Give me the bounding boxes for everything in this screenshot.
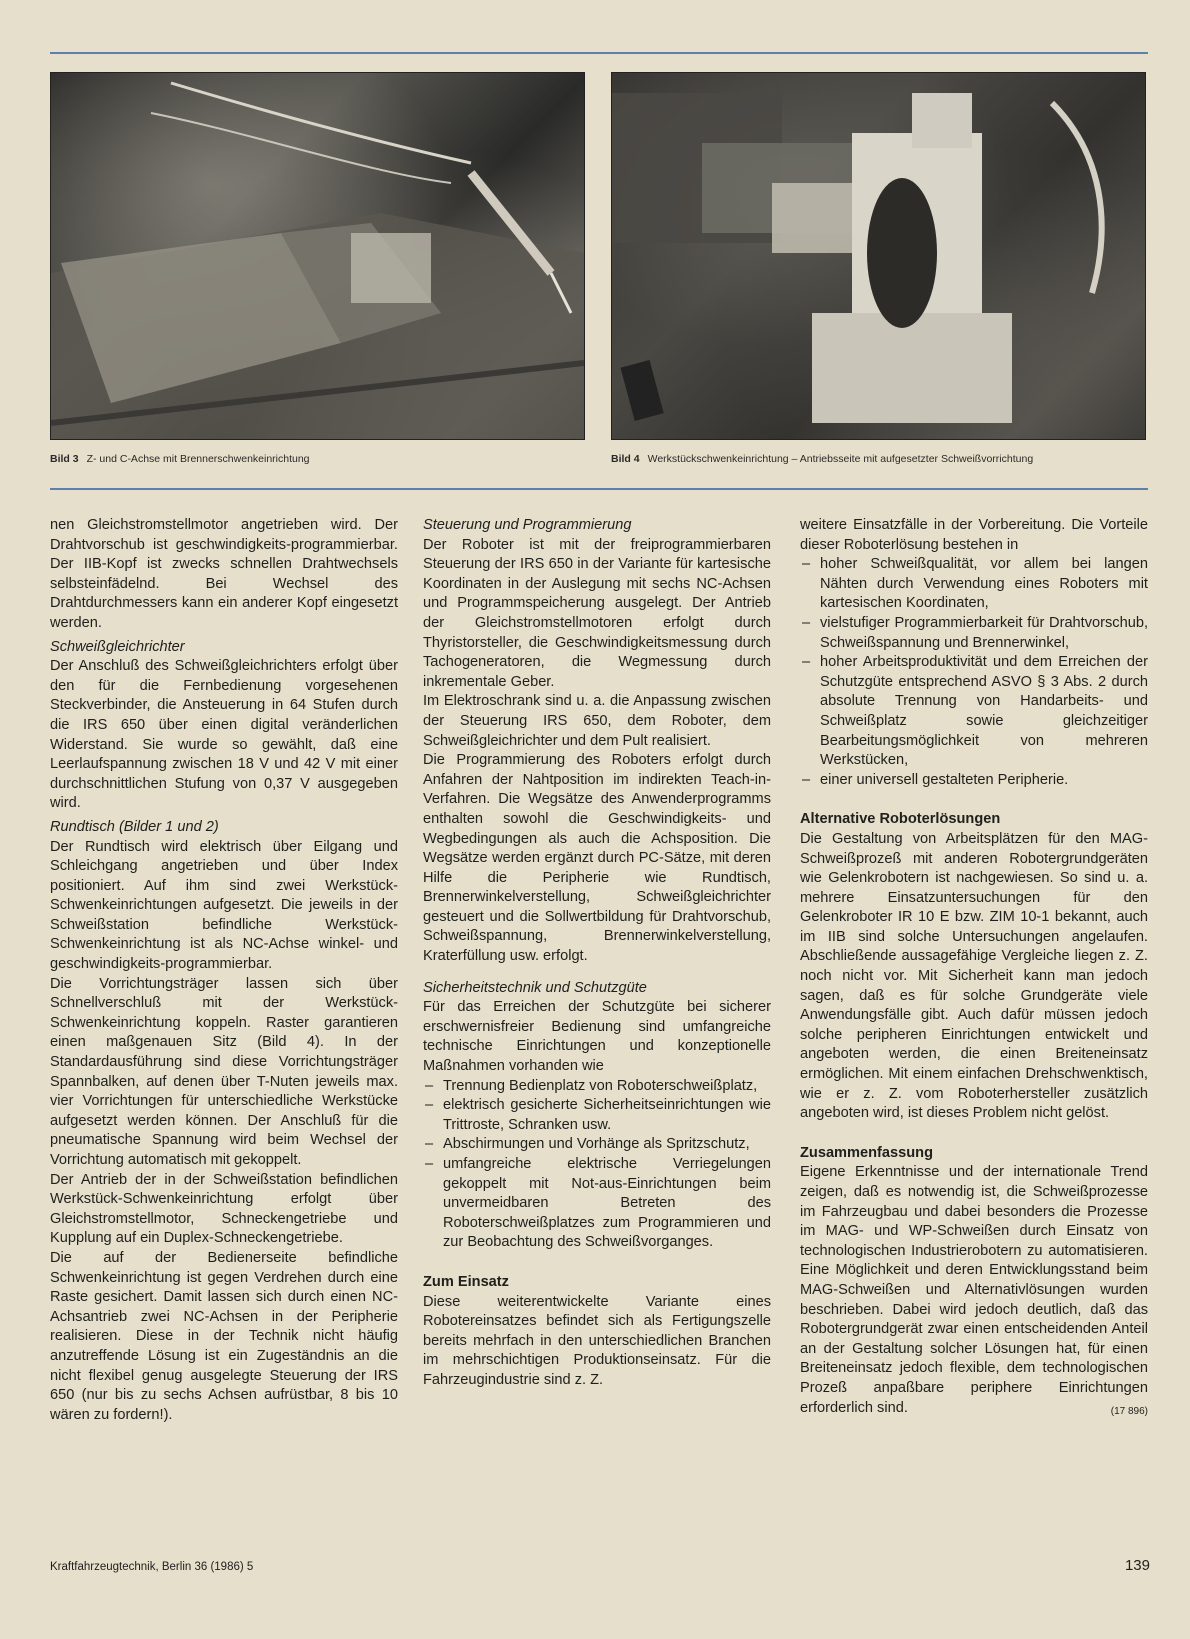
list-item: – hoher Arbeitsproduktivität und dem Erreichen der Schutzgüte entsprechend ASVO § 3 Abs. 2 durch absolute Trennung von Handarbeits- und Schweißplatz sowie gleichzeitiger Bearbeitungsmöglichkeit von mehreren Werkstücken, [800,653,1148,771]
journal-citation: Kraftfahrzeugtechnik, Berlin 36 (1986) 5 [50,1561,254,1573]
paragraph: Der Anschluß des Schweißgleichrichters erfolgt über den für die Fernbedienung vorgesehenen Steckverbinder, die Ansteuerung in 64 Stufen durch die IRS 650 über einen digital veränderlichen Widerstand. Sie wurde so gewählt, daß eine Leerlaufspannung zwischen 18 V und 42 V mit einer durchschnittlichen Stufung von 0,37 V ausgegeben wird. [50,658,398,812]
photo-bild-4 [611,72,1146,440]
photo-bild-3 [50,72,585,440]
page-number: 139 [1124,1557,1150,1574]
list-item: – Abschirmungen und Vorhänge als Spritzschutz, [423,1135,771,1155]
paragraph-text: Eigene Erkenntnisse und der internationale Trend zeigen, daß es notwendig ist, die Schweißprozesse im Fahrzeugbau und dabei besonders die Prozesse im MAG- und WP-Schweißen durch Einsatz von technologischen Industrierobotern zu automatisieren. Eine Möglichkeit und deren Entwicklungsstand beim MAG-Schweißen und Alternativlösungen wurden beschrieben. Dabei wird jedoch deutlich, daß das Robotergrundgerät zwar einen entscheidenden Anteil an der Gestaltung solcher Lösungen hat, für einen Breiteneinsatz jedoch flexible, dem technologischen Prozeß anpaßbare periphere Einrichtungen erforderlich sind. [800,1164,1148,1416]
advantages-list [800,555,1148,790]
paragraph: Der Rundtisch wird elektrisch über Eilgang und Schleichgang angetrieben und über Index positioniert. Auf ihm sind zwei Werkstück-Schwenkeinrichtungen aufgesetzt. Die jeweils in der Schweißstation befindliche Werkstück-Schwenkeinrichtung ist als NC-Achse winkel- und geschwindigkeits-programmierbar. [50,838,398,973]
caption-bild-3-label: Bild 3 [50,453,79,465]
subheading-schweissgleichrichter: Schweißgleichrichter [50,638,185,655]
subheading-sicherheitstechnik: Sicherheitstechnik und Schutzgüte [423,979,647,996]
caption-bild-4-label: Bild 4 [611,453,640,465]
caption-rule [50,488,1148,490]
column-1 [50,516,398,1425]
paragraph: Die Gestaltung von Arbeitsplätzen für den MAG-Schweißprozeß mit anderen Robotergrundgeräten wie Gelenkrobotern ist nachgewiesen. So sind u. a. mehrere Einsatzuntersuchungen für den Gelenkroboter IR 10 E bzw. ZIM 10-1 bekannt, auch im IIB sind solche Untersuchungen angelaufen. Abschließende aussagefähige Vergleiche liegen z. Z. noch nicht vor. Mit Sicherheit kann man jedoch sagen, daß es für solche Grundgeräte viele Anwendungsfälle gibt. Auch dafür müssen jedoch solche peripheren Einrichtungen entwickelt und angeboten werden, die einen Breiteneinsatz ermöglichen. Mit einem einfachen Drehschwenktisch, wie er z. Z. vom Roboterhersteller zusätzlich angeboten wird, ist dieses Problem nicht gelöst. [800,830,1148,1122]
list-item: – einer universell gestalteten Peripherie. [800,771,1148,791]
heading-zum-einsatz: Zum Einsatz [423,1273,509,1290]
photo-bild-4-image [612,73,1145,439]
list-item: – umfangreiche elektrische Verriegelungen gekoppelt mit Not-aus-Einrichtungen beim unvermeidbaren Betreten des Roboterschweißplatzes zum Programmieren und zur Beobachtung des Schweißvorganges. [423,1155,771,1253]
subheading-steuerung: Steuerung und Programmierung [423,517,632,533]
heading-zusammenfassung: Zusammenfassung [800,1144,933,1161]
paragraph [800,1163,1148,1418]
heading-alternative-roboterloesungen: Alternative Roboterlösungen [800,811,1001,828]
list-item: – hoher Schweißqualität, vor allem bei langen Nähten durch Verwendung eines Roboters mit kartesischen Koordinaten, [800,555,1148,614]
column-2 [423,516,771,1391]
caption-bild-3-text: Z- und C-Achse mit Brennerschwenkeinrichtung [86,453,310,465]
paragraph: Der Antrieb der in der Schweißstation befindlichen Werkstück-Schwenkeinrichtung erfolgt über Gleichstromstellmotor, Schneckengetriebe und Kupplung auf ein Duplex-Schneckengetriebe. [50,1171,398,1247]
list-item: – vielstufiger Programmierbarkeit für Drahtvorschub, Schweißspannung und Brennerwinkel, [800,614,1148,653]
top-rule [50,52,1148,54]
paragraph: weitere Einsatzfälle in der Vorbereitung. Die Vorteile dieser Roboterlösung bestehen in [800,517,1148,553]
photo-bild-3-image [51,73,584,439]
paragraph: Im Elektroschrank sind u. a. die Anpassung zwischen der Steuerung IRS 650, dem Roboter, dem Schweißgleichrichter und dem Pult realisiert. [423,693,771,749]
list-item: – elektrisch gesicherte Sicherheitseinrichtungen wie Trittroste, Schranken usw. [423,1096,771,1135]
caption-bild-4-text: Werkstückschwenkeinrichtung – Antriebsseite mit aufgesetzter Schweißvorrichtung [647,453,1034,465]
subheading-rundtisch: Rundtisch (Bilder 1 und 2) [50,818,219,835]
safety-list [423,1077,771,1253]
paragraph: Für das Erreichen der Schutzgüte bei sicherer erschwernisfreier Bedienung sind umfangreiche technische Einrichtungen und konzeptionelle Maßnahmen vorhanden wie [423,999,771,1075]
paragraph: Die Vorrichtungsträger lassen sich über Schnellverschluß mit der Werkstück-Schwenkeinrichtung koppeln. Raster garantieren einen maßgenauen Sitz (Bild 4). In der Standardausführung sind diese Vorrichtungsträger Spannbalken, auf denen über T-Nuten jeweils max. vier Vorrichtungen für unterschiedliche Werkstücke aufgesetzt werden können. Der Anschluß für die pneumatische Spannung wird beim Wechsel der Vorrichtung automatisch mit gekoppelt. [50,975,398,1168]
caption-bild-4 [611,453,1033,465]
paragraph: nen Gleichstromstellmotor angetrieben wird. Der Drahtvorschub ist geschwindigkeits-programmierbar. Der IIB-Kopf ist zwecks schnellen Drahtwechsels selbsteinfädelnd. Bei Wechsel des Drahtdurchmessers kann ein anderer Kopf eingesetzt werden. [50,517,398,631]
column-3 [800,516,1148,1421]
list-item: – Trennung Bedienplatz von Roboterschweißplatz, [423,1077,771,1097]
paragraph: Die auf der Bedienerseite befindliche Schwenkeinrichtung ist gegen Verdrehen durch eine Raste gesichert. Damit lassen sich durch einen NC-Achsantrieb zwei NC-Achsen in der Peripherie realisieren. Diese in der Technik nicht häufig anzutreffende Lösung ist ein Zugeständnis an die nicht flexibel genug ausgelegte Steuerung der IRS 650 (nur bis zu sechs Achsen aufrüstbar, 8 bis 10 wären zu fordern!). [50,1249,398,1423]
paragraph: Die Programmierung des Roboters erfolgt durch Anfahren der Nahtposition im indirekten Teach-in-Verfahren. Die Wegsätze des Anwenderprogramms enthalten sowohl die Geschwindigkeits- und Wegbedingungen als auch die Achsposition. Die Wegsätze werden ergänzt durch PC-Sätze, mit deren Hilfe die Peripherie wie Rundtisch, Brennerwinkelverstellung, Schweißgleichrichter gesteuert und die Sollwertbildung für Drahtvorschub, Schweißspannung, Brennerwinkelverstellung, Kraterfüllung usw. erfolgt. [423,752,771,965]
caption-bild-3 [50,453,310,465]
paragraph: Der Roboter ist mit der freiprogrammierbaren Steuerung der IRS 650 in der Variante für kartesische Koordinaten in der Auslegung mit sechs NC-Achsen und Programmspeicherung ausgelegt. Der Antrieb der Gleichstromstellmotoren erfolgt durch Thyristorsteller, die Geschwindigkeitsmessung durch Tachogeneratoren, die Wegmessung durch inkrementale Geber. [423,536,771,690]
article-reference-number: (17 896) [1110,1405,1148,1417]
paragraph: Diese weiterentwickelte Variante eines Robotereinsatzes befindet sich als Fertigungszelle bereits mehrfach in den unterschiedlichen Branchen im mehrschichtigen Produktionseinsatz. Für die Fahrzeugindustrie sind z. Z. [423,1293,771,1388]
